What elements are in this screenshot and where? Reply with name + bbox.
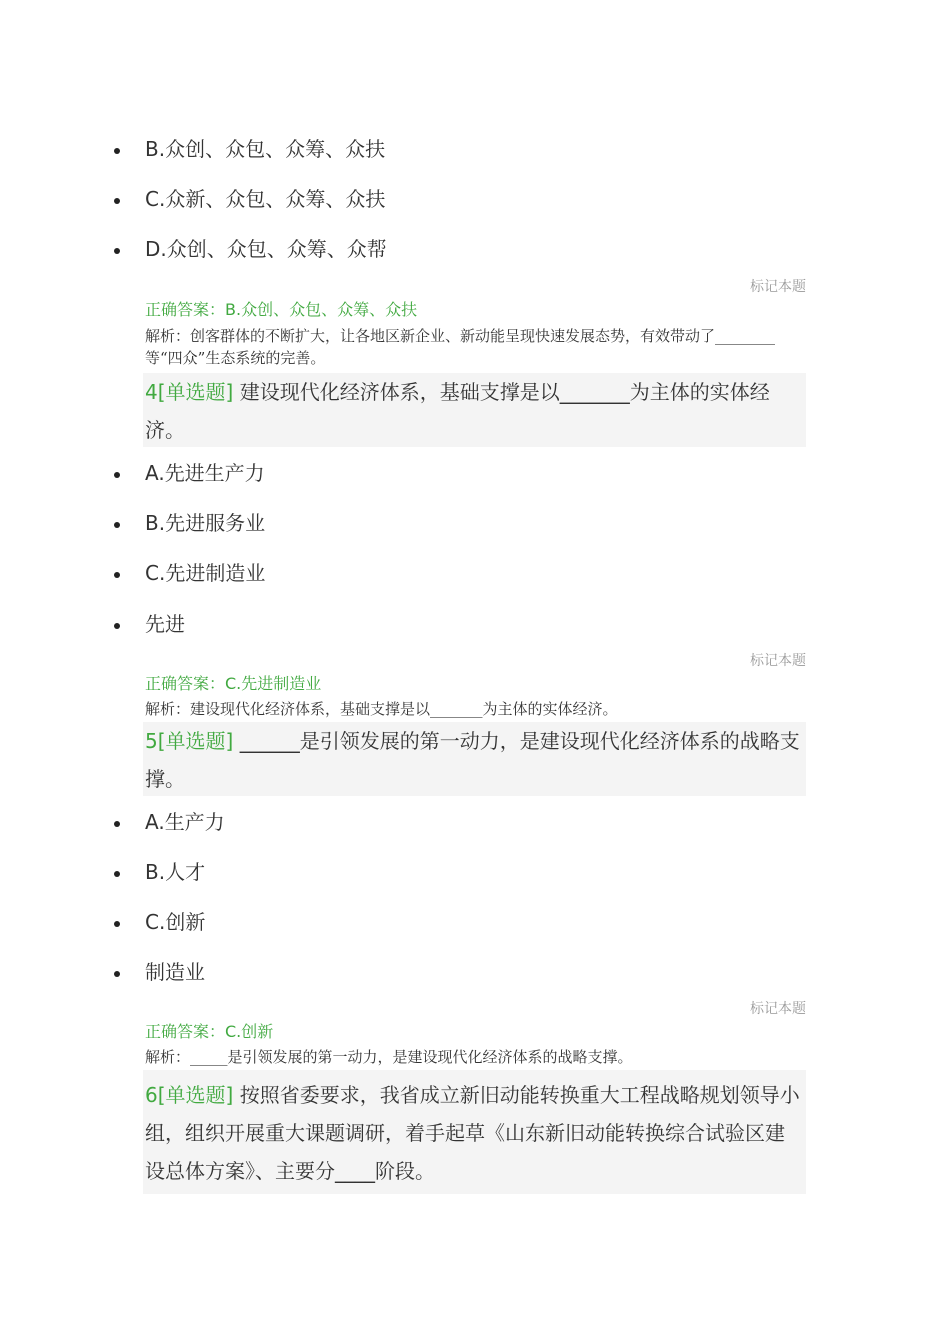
bullet <box>114 522 120 528</box>
option-item[interactable]: B.众创、众包、众筹、众扶 <box>145 137 386 161</box>
question-type: [单选题] <box>157 729 234 753</box>
bullet <box>114 148 120 154</box>
question-number: 4 <box>145 380 158 404</box>
question-box <box>143 722 806 796</box>
correct-answer: 正确答案：C.先进制造业 <box>145 674 322 693</box>
bullet <box>114 921 120 927</box>
question-number: 6 <box>145 1083 158 1107</box>
mark-question-link[interactable]: 标记本题 <box>750 1001 806 1017</box>
option-item[interactable]: D.众创、众包、众筹、众帮 <box>145 237 387 261</box>
bullet <box>114 248 120 254</box>
bullet <box>114 871 120 877</box>
bullet <box>114 971 120 977</box>
correct-answer: 正确答案：B.众创、众包、众筹、众扶 <box>145 300 418 319</box>
mark-question-link[interactable]: 标记本题 <box>750 653 806 669</box>
question-text <box>143 373 806 449</box>
bullet <box>114 198 120 204</box>
bullet <box>114 821 120 827</box>
analysis-text: 解析：建设现代化经济体系，基础支撑是以_______为主体的实体经济。 <box>145 700 618 718</box>
option-item[interactable]: A.先进生产力 <box>145 461 265 485</box>
option-item[interactable]: B.人才 <box>145 860 206 884</box>
bullet <box>114 572 120 578</box>
bullet <box>114 472 120 478</box>
option-item[interactable]: C.先进制造业 <box>145 561 266 585</box>
question-text <box>143 1070 806 1190</box>
bullet <box>114 623 120 629</box>
question-text <box>143 722 806 798</box>
question-box <box>143 373 806 447</box>
option-item[interactable]: 制造业 <box>145 960 205 984</box>
analysis-text: 解析：创客群体的不断扩大，让各地区新企业、新动能呈现快速发展态势，有效带动了________等“四众”生态系统的完善。 <box>145 327 776 367</box>
option-item[interactable]: C.创新 <box>145 910 206 934</box>
mark-question-link[interactable]: 标记本题 <box>750 279 806 295</box>
correct-answer: 正确答案：C.创新 <box>145 1022 274 1041</box>
analysis-text: 解析：_____是引领发展的第一动力，是建设现代化经济体系的战略支撑。 <box>145 1048 633 1066</box>
question-type: [单选题] <box>157 1083 234 1107</box>
option-item[interactable]: 先进 <box>145 612 185 636</box>
question-number: 5 <box>145 729 158 753</box>
question-stem: 建设现代化经济体系，基础支撑是以_______为主体的实体经济。 <box>145 380 770 442</box>
question-type: [单选题] <box>157 380 234 404</box>
option-item[interactable]: B.先进服务业 <box>145 511 266 535</box>
option-item[interactable]: C.众新、众包、众筹、众扶 <box>145 187 386 211</box>
question-box <box>143 1070 806 1194</box>
option-item[interactable]: A.生产力 <box>145 810 225 834</box>
question-stem: 按照省委要求，我省成立新旧动能转换重大工程战略规划领导小组，组织开展重大课题调研，着手起草《山东新旧动能转换综合试验区建设总体方案》、主要分____阶段。 <box>145 1083 800 1183</box>
question-stem: ______是引领发展的第一动力，是建设现代化经济体系的战略支撑。 <box>145 729 800 791</box>
